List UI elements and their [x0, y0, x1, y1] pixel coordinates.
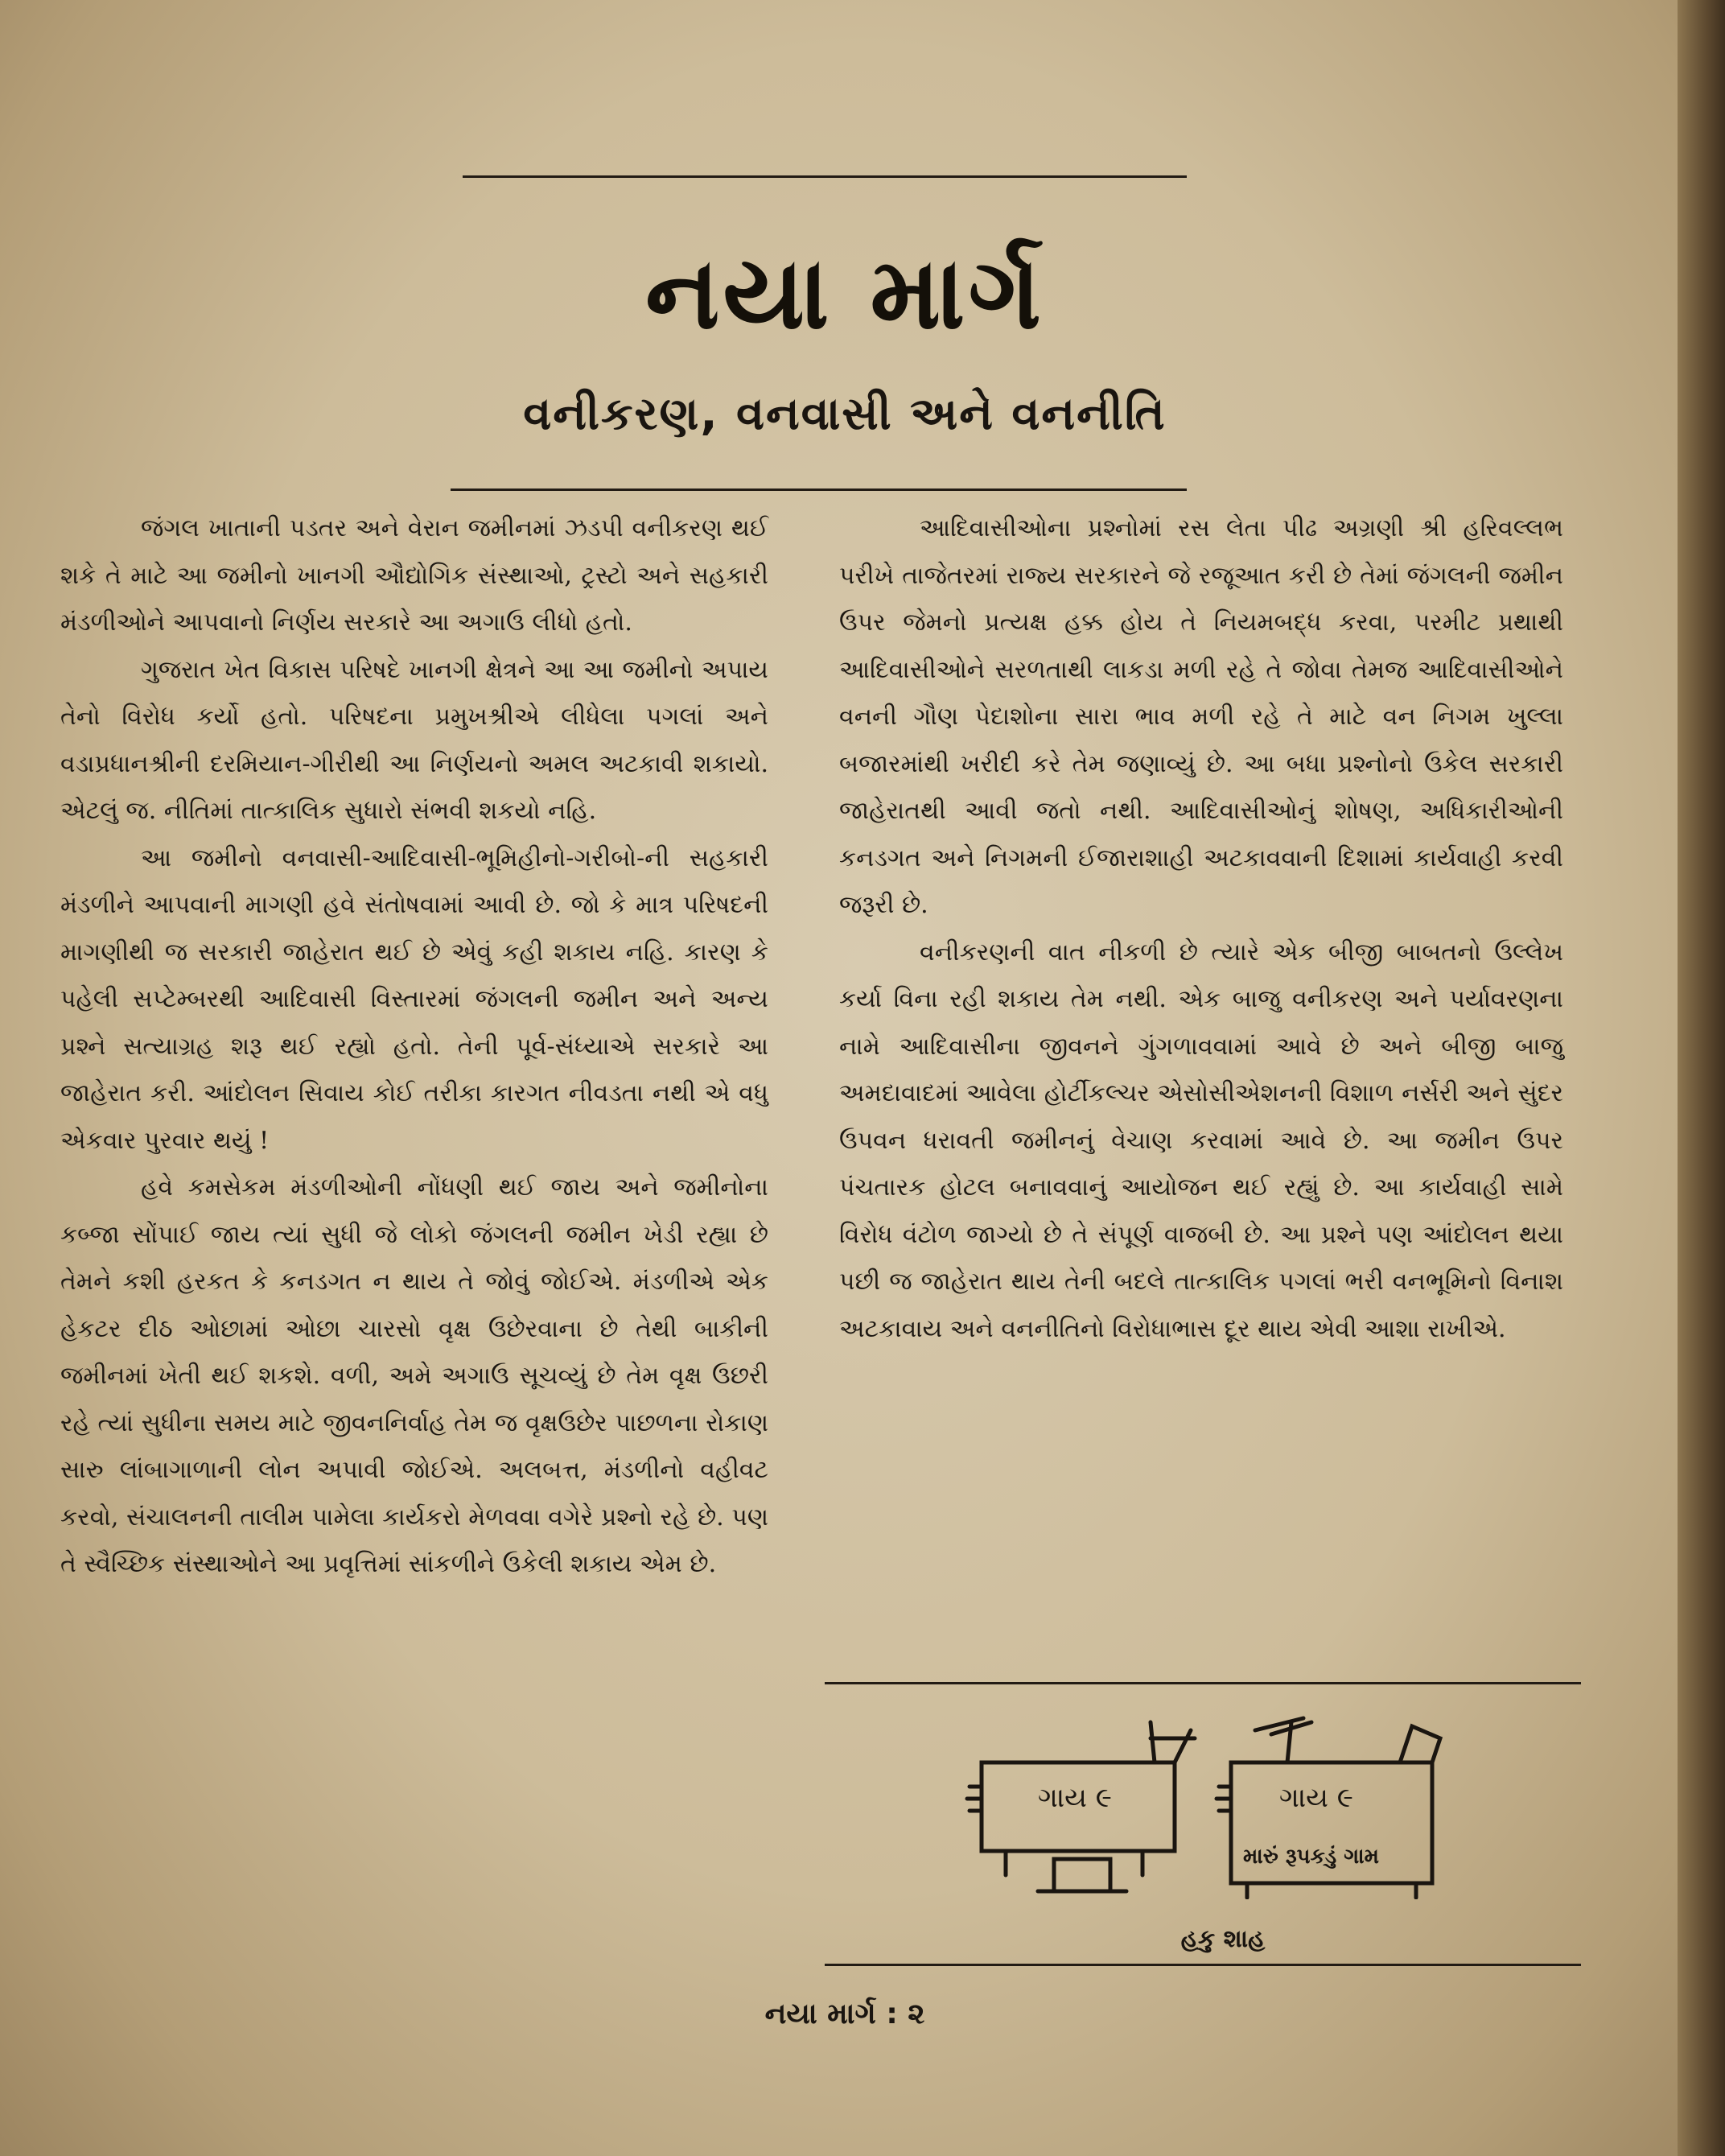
- right-cow-tail: [1217, 1787, 1231, 1811]
- right-paragraph-2: વનીકરણની વાત નીકળી છે ત્યારે એક બીજી બાબતનો ઉલ્લેખ કર્યા વિના રહી શકાય તેમ નથી. એક બાજુ વનીકરણ અને પર્યાવરણના નામે આદિવાસીના જીવનને ગુંગળાવવામાં આવે છે અને બીજી બાજુ અમદાવાદમાં આવેલા હોર્ટીકલ્ચર એસોસીએશનની વિશાળ નર્સરી અને સુંદર ઉપવન ધરાવતી જમીનનું વેચાણ કરવામાં આવે છે. આ જમીન ઉપર પંચતારક હોટલ બનાવવાનું આયોજન થઈ રહ્યું છે. આ કાર્યવાહી સામે વિરોધ વંટોળ જાગ્યો છે તે સંપૂર્ણ વાજબી છે. આ પ્રશ્ને પણ આંદોલન થયા પછી જ જાહેરાત થાય તેની બદલે તાત્કાલિક પગલાં ભરી વનભૂમિનો વિનાશ અટકાવાય અને વનનીતિનો વિરોધાભાસ દૂર થાય એવી આશા રાખીએ.: [839, 938, 1563, 1343]
- cow-cartoon: [949, 1714, 1464, 1899]
- right-column: [839, 505, 1563, 1353]
- right-cow-head: [1400, 1726, 1440, 1762]
- left-paragraph-3: આ જમીનો વનવાસી-આદિવાસી-ભૂમિહીનો-ગરીબો-ની સહકારી મંડળીને આપવાની માગણી હવે સંતોષવામાં આવી છે. જો કે માત્ર પરિષદની માગણીથી જ સરકારી જાહેરાત થઈ છે એવું કહી શકાય નહિ. કારણ કે પહેલી સપ્ટેમ્બરથી આદિવાસી વિસ્તારમાં જંગલની જમીન અને અન્ય પ્રશ્ને સત્યાગ્રહ શરૂ થઈ રહ્યો હતો. તેની પૂર્વ-સંધ્યાએ સરકારે આ જાહેરાત કરી. આંદોલન સિવાય કોઈ તરીકા કારગત નીવડતા નથી એ વધુ એકવાર પુરવાર થયું !: [60, 843, 768, 1155]
- left-cow-tail: [967, 1787, 982, 1811]
- top-rule: [463, 175, 1187, 178]
- left-cow-legs: [1006, 1851, 1142, 1875]
- cartoon-bottom-rule: [825, 1964, 1581, 1966]
- left-cow-head: [1151, 1722, 1195, 1762]
- headline-rule: [451, 489, 1187, 491]
- right-cow-label: ગાય ૯: [1279, 1782, 1353, 1814]
- cartoon-caption: મારું રૂપકડું ગામ: [1243, 1845, 1379, 1869]
- left-paragraph-2: ગુજરાત ખેત વિકાસ પરિષદે ખાનગી ક્ષેત્રને આ આ જમીનો અપાય તેનો વિરોધ કર્યો હતો. પરિષદના પ્રમુખશ્રીએ લીધેલા પગલાં અને વડાપ્રધાનશ્રીની દરમિયાન-ગીરીથી આ નિર્ણયનો અમલ અટકાવી શકાયો. એટલું જ. નીતિમાં તાત્કાલિક સુધારો સંભવી શકયો નહિ.: [60, 655, 768, 825]
- article-headline: વનીકરણ, વનવાસી અને વનનીતિ: [523, 388, 1167, 440]
- left-cow-label: ગાય ૯: [1038, 1782, 1112, 1814]
- left-paragraph-4: હવે કમસેકમ મંડળીઓની નોંધણી થઈ જાય અને જમીનોના કબ્જા સોંપાઈ જાય ત્યાં સુધી જે લોકો જંગલની જમીન ખેડી રહ્યા છે તેમને કશી હરકત કે કનડગત ન થાય તે જોવું જોઈએ. મંડળીએ એક હેકટર દીઠ ઓછામાં ઓછા ચારસો વૃક્ષ ઉછેરવાના છે તેથી બાકીની જમીનમાં ખેતી થઈ શકશે. વળી, અમે અગાઉ સૂચવ્યું છે તેમ વૃક્ષ ઉછરી રહે ત્યાં સુધીના સમય માટે જીવનનિર્વાહ તેમ જ વૃક્ષઉછેર પાછળના રોકાણ સારુ લાંબાગાળાની લોન અપાવી જોઈએ. અલબત્ત, મંડળીનો વહીવટ કરવો, સંચાલનની તાલીમ પામેલા કાર્યકરો મેળવવા વગેરે પ્રશ્નો રહે છે. પણ તે સ્વૈચ્છિક સંસ્થાઓને આ પ્રવૃત્તિમાં સાંકળીને ઉકેલી શકાય એમ છે.: [60, 1173, 768, 1578]
- right-cow-horns: [1255, 1718, 1311, 1762]
- page-binding-edge: [1678, 0, 1725, 2156]
- masthead-title: નયા માર્ગ: [645, 236, 1044, 352]
- left-paragraph-1: જંગલ ખાતાની પડતર અને વેરાન જમીનમાં ઝડપી વનીકરણ થઈ શકે તે માટે આ જમીનો ખાનગી ઔદ્યોગિક સંસ્થાઓ, ટ્રસ્ટો અને સહકારી મંડળીઓને આપવાનો નિર્ણય સરકારે આ અગાઉ લીધો હતો.: [60, 514, 768, 637]
- left-cow-trough: [1054, 1859, 1110, 1891]
- right-paragraph-1: આદિવાસીઓના પ્રશ્નોમાં રસ લેતા પીઢ અગ્રણી શ્રી હરિવલ્લભ પરીખે તાજેતરમાં રાજ્ય સરકારને જે રજૂઆત કરી છે તેમાં જંગલની જમીન ઉપર જેમનો પ્રત્યક્ષ હક્ક હોય તે નિયમબદ્ધ કરવા, પરમીટ પ્રથાથી આદિવાસીઓને સરળતાથી લાકડા મળી રહે તે જોવા તેમજ આદિવાસીઓને વનની ગૌણ પેદાશોના સારા ભાવ મળી રહે તે માટે વન નિગમ ખુલ્લા બજારમાંથી ખરીદી કરે તેમ જણાવ્યું છે. આ બધા પ્રશ્નોનો ઉકેલ સરકારી જાહેરાતથી આવી જતો નથી. આદિવાસીઓનું શોષણ, અધિકારીઓની કનડગત અને નિગમની ઈજારાશાહી અટકાવવાની દિશામાં કાર્યવાહી કરવી જરૂરી છે.: [839, 514, 1563, 919]
- cartoon-top-rule: [825, 1682, 1581, 1684]
- left-column: [60, 505, 768, 1589]
- page-footer: નયા માર્ગ : ૨: [764, 1997, 925, 2030]
- cartoon-credit: હકુ શાહ: [1180, 1925, 1266, 1953]
